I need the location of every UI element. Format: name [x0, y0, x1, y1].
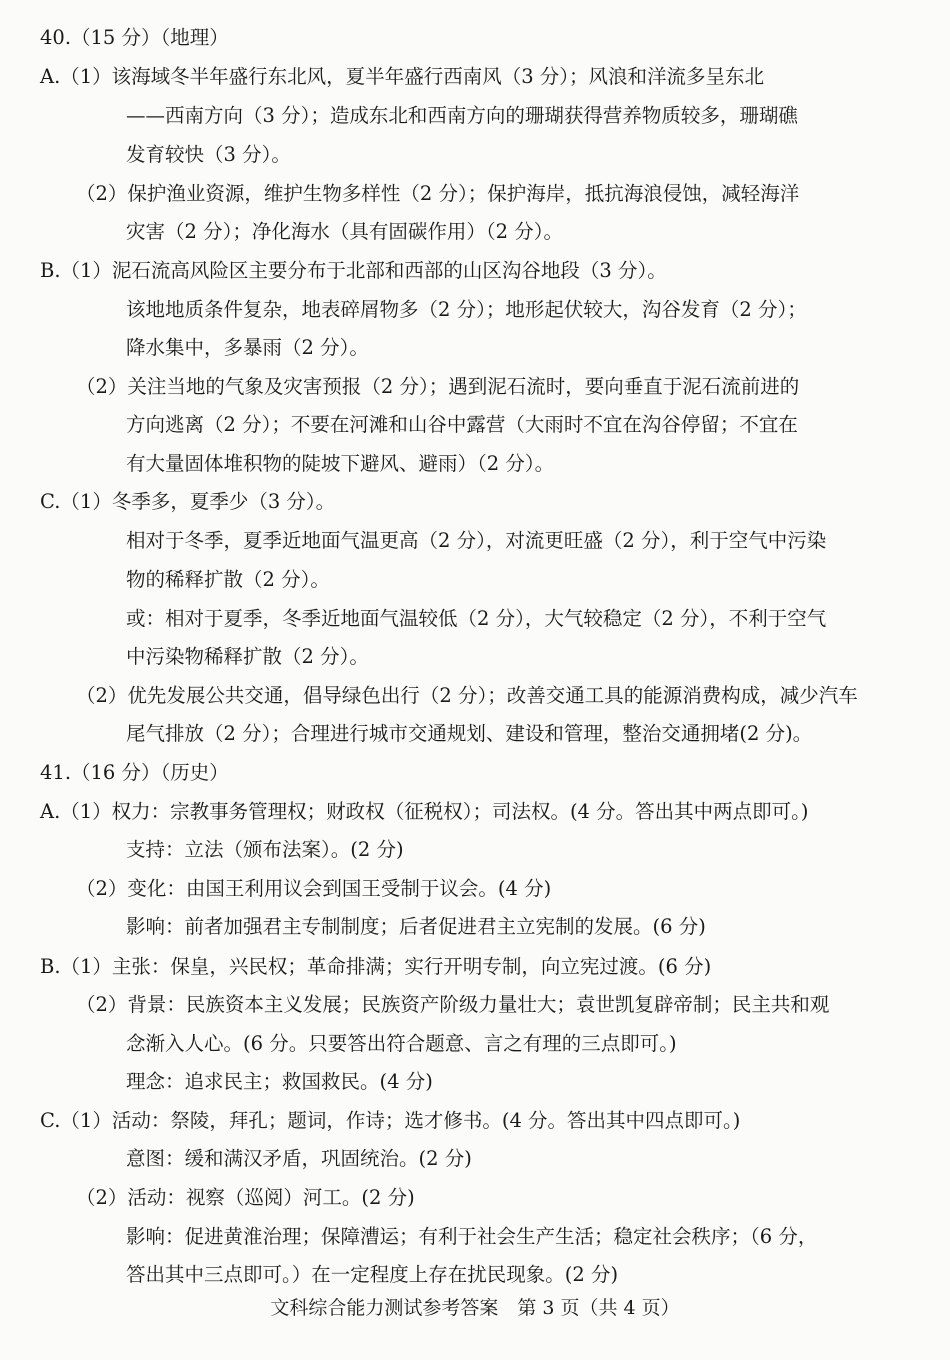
answer-line: ——西南方向（3 分）；造成东北和西南方向的珊瑚获得营养物质较多，珊瑚礁	[126, 104, 798, 127]
answer-line: （2）关注当地的气象及灾害预报（2 分）；遇到泥石流时，要向垂直于泥石流前进的	[76, 375, 800, 398]
answer-line: 该地地质条件复杂，地表碎屑物多（2 分）；地形起伏较大，沟谷发育（2 分）；	[126, 298, 807, 321]
answer-line: 答出其中三点即可。）在一定程度上存在扰民现象。(2 分)	[126, 1263, 619, 1286]
answer-line: 支持：立法（颁布法案）。(2 分)	[126, 838, 404, 861]
answer-line: C.（1）活动：祭陵，拜孔；题词，作诗；选才修书。(4 分。答出其中四点即可。)	[40, 1109, 741, 1132]
answer-line: B.（1）泥石流高风险区主要分布于北部和西部的山区沟谷地段（3 分）。	[40, 259, 667, 282]
answer-line: 相对于冬季，夏季近地面气温更高（2 分），对流更旺盛（2 分），利于空气中污染	[126, 529, 827, 552]
answer-line: 中污染物稀释扩散（2 分）。	[126, 645, 369, 668]
answer-line: 或：相对于夏季，冬季近地面气温较低（2 分），大气较稳定（2 分），不利于空气	[126, 607, 827, 630]
answer-line: A.（1）该海域冬半年盛行东北风，夏半年盛行西南风（3 分）；风浪和洋流多呈东北	[40, 65, 765, 88]
answer-line: （2）保护渔业资源，维护生物多样性（2 分）；保护海岸，抵抗海浪侵蚀，减轻海洋	[76, 182, 800, 205]
answer-line: （2）变化：由国王利用议会到国王受制于议会。(4 分)	[76, 877, 552, 900]
answer-line: 意图：缓和满汉矛盾，巩固统治。(2 分)	[126, 1147, 472, 1170]
page-footer: 文科综合能力测试参考答案 第 3 页（共 4 页）	[270, 1297, 680, 1319]
answer-line: 物的稀释扩散（2 分）。	[126, 568, 330, 591]
answer-line: 理念：追求民主；救国救民。(4 分)	[126, 1070, 433, 1093]
answer-line: 降水集中，多暴雨（2 分）。	[126, 336, 369, 359]
answer-line: 方向逃离（2 分）；不要在河滩和山谷中露营（大雨时不宜在沟谷停留；不宜在	[126, 413, 798, 436]
answer-line: （2）活动：视察（巡阅）河工。(2 分)	[76, 1186, 415, 1209]
answer-line: A.（1）权力：宗教事务管理权；财政权（征税权）；司法权。(4 分。答出其中两点即可。)	[40, 800, 809, 823]
section-41-heading: 41.（16 分）（历史）	[40, 761, 229, 784]
section-40-heading: 40.（15 分）（地理）	[40, 26, 229, 49]
answer-line: （2）优先发展公共交通，倡导绿色出行（2 分）；改善交通工具的能源消费构成，减少汽车	[76, 684, 858, 707]
answer-line: 发育较快（3 分）。	[126, 143, 291, 166]
answer-line: B.（1）主张：保皇，兴民权；革命排满；实行开明专制，向立宪过渡。(6 分)	[40, 955, 712, 978]
answer-line: 念渐入人心。(6 分。只要答出符合题意、言之有理的三点即可。)	[126, 1032, 677, 1055]
answer-line: 尾气排放（2 分）；合理进行城市交通规划、建设和管理，整治交通拥堵(2 分)。	[126, 722, 813, 745]
answer-line: 灾害（2 分）；净化海水（具有固碳作用）（2 分）。	[126, 220, 563, 243]
answer-line: 影响：促进黄淮治理；保障漕运；有利于社会生产生活；稳定社会秩序；（6 分，	[126, 1225, 818, 1248]
answer-line: 有大量固体堆积物的陡坡下避风、避雨）（2 分）。	[126, 452, 555, 475]
answer-line: 影响：前者加强君主专制制度；后者促进君主立宪制的发展。(6 分)	[126, 915, 706, 938]
answer-line: （2）背景：民族资本主义发展；民族资产阶级力量壮大；袁世凯复辟帝制；民主共和观	[76, 993, 830, 1016]
answer-line: C.（1）冬季多，夏季少（3 分）。	[40, 490, 336, 513]
